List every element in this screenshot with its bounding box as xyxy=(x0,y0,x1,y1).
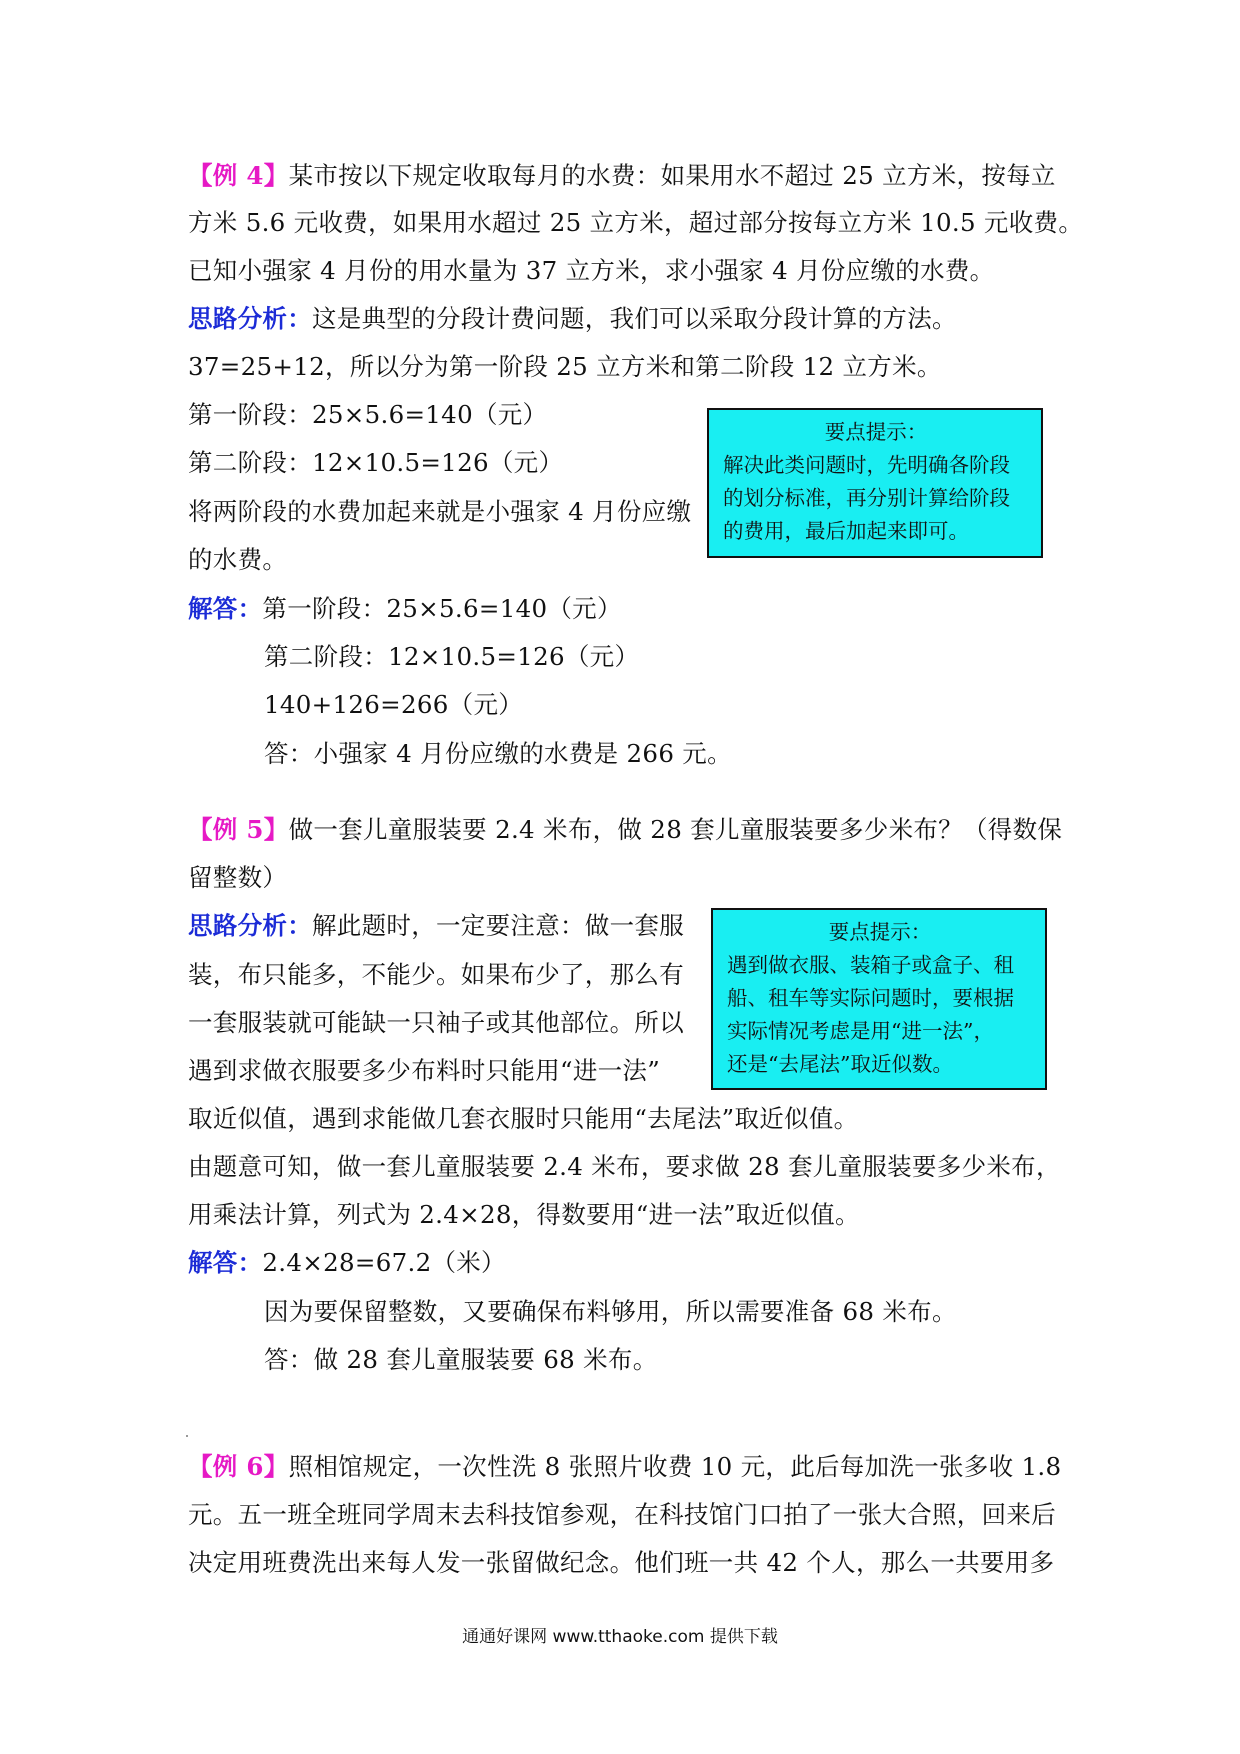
ex5-tip-line-1: 遇到做衣服、装箱子或盒子、租 xyxy=(727,953,1014,977)
ex5-analysis-line-4: 遇到求做衣服要多少布料时只能用“进一法” xyxy=(188,1056,661,1085)
ex4-analysis-line-3: 第一阶段：25×5.6=140（元） xyxy=(188,400,548,429)
ex5-answer-label: 解答： xyxy=(188,1248,263,1277)
ex6-line-1: 【例 6】照相馆规定，一次性洗 8 张照片收费 10 元，此后每加洗一张多收 1.8 xyxy=(188,1452,1062,1481)
ex4-answer-line-2: 第二阶段：12×10.5=126（元） xyxy=(264,642,640,671)
ex5-answer-line-2: 因为要保留整数，又要确保布料够用，所以需要准备 68 米布。 xyxy=(264,1297,957,1326)
ex4-analysis-line-2: 37=25+12，所以分为第一阶段 25 立方米和第二阶段 12 立方米。 xyxy=(188,352,942,381)
ex5-analysis-line-6: 由题意可知，做一套儿童服装要 2.4 米布，要求做 28 套儿童服装要多少米布， xyxy=(188,1152,1061,1181)
ex5-tip-line-3: 实际情况考虑是用“进一法”， xyxy=(727,1019,994,1043)
ex5-line-2: 留整数） xyxy=(188,863,288,892)
ex6-line-3: 决定用班费洗出来每人发一张留做纪念。他们班一共 42 个人，那么一共要用多 xyxy=(188,1548,1055,1577)
ex4-analysis-line-5: 将两阶段的水费加起来就是小强家 4 月份应缴 xyxy=(188,497,692,526)
stray-mark xyxy=(186,1435,188,1437)
ex5-analysis-line-2: 装，布只能多，不能少。如果布少了，那么有 xyxy=(188,960,684,989)
ex5-answer-line-3: 答：做 28 套儿童服装要 68 米布。 xyxy=(264,1345,658,1374)
ex4-tip-title: 要点提示： xyxy=(824,420,928,444)
ex4-answer-line-3: 140+126=266（元） xyxy=(264,690,524,719)
ex4-analysis-line-6: 的水费。 xyxy=(188,545,288,574)
ex4-tip-box xyxy=(707,408,1043,558)
ex4-line-2: 方米 5.6 元收费，如果用水超过 25 立方米，超过部分按每立方米 10.5 元收费。 xyxy=(188,208,1084,237)
ex4-answer-line-1: 解答：第一阶段：25×5.6=140（元） xyxy=(188,594,622,623)
ex6-line-2: 元。五一班全班同学周末去科技馆参观，在科技馆门口拍了一张大合照，回来后 xyxy=(188,1500,1056,1529)
ex5-answer-line-1: 解答：2.4×28=67.2（米） xyxy=(188,1248,506,1277)
ex5-tip-box xyxy=(711,908,1047,1090)
ex4-line-1: 【例 4】某市按以下规定收取每月的水费：如果用水不超过 25 立方米，按每立 xyxy=(188,161,1056,190)
ex5-tip-line-4: 还是“去尾法”取近似数。 xyxy=(727,1052,953,1076)
ex5-line-1: 【例 5】做一套儿童服装要 2.4 米布，做 28 套儿童服装要多少米布？（得数保 xyxy=(188,815,1063,844)
ex5-tip-title: 要点提示： xyxy=(828,920,932,944)
ex5-label: 【例 5】 xyxy=(188,815,289,844)
page-footer: 通通好课网 www.tthaoke.com 提供下载 xyxy=(462,1627,778,1647)
ex4-analysis-label: 思路分析： xyxy=(188,304,312,333)
ex4-tip-line-3: 的费用，最后加起来即可。 xyxy=(723,519,969,543)
ex4-answer-label: 解答： xyxy=(188,594,263,623)
ex4-tip-line-1: 解决此类问题时，先明确各阶段 xyxy=(723,453,1010,477)
ex5-analysis-line-1: 思路分析：解此题时，一定要注意：做一套服 xyxy=(188,911,684,940)
ex4-tip-line-2: 的划分标准，再分别计算给阶段 xyxy=(723,486,1010,510)
ex5-analysis-line-7: 用乘法计算，列式为 2.4×28，得数要用“进一法”取近似值。 xyxy=(188,1200,860,1229)
ex4-answer-line-4: 答：小强家 4 月份应缴的水费是 266 元。 xyxy=(264,739,732,768)
ex4-label: 【例 4】 xyxy=(188,161,289,190)
ex5-analysis-line-3: 一套服装就可能缺一只袖子或其他部位。所以 xyxy=(188,1008,684,1037)
ex5-analysis-line-5: 取近似值，遇到求能做几套衣服时只能用“去尾法”取近似值。 xyxy=(188,1104,859,1133)
ex5-analysis-label: 思路分析： xyxy=(188,911,312,940)
ex4-analysis-line-1: 思路分析：这是典型的分段计费问题，我们可以采取分段计算的方法。 xyxy=(188,304,957,333)
ex5-tip-line-2: 船、租车等实际问题时，要根据 xyxy=(727,986,1014,1010)
ex6-label: 【例 6】 xyxy=(188,1452,289,1481)
ex4-analysis-line-4: 第二阶段：12×10.5=126（元） xyxy=(188,448,564,477)
ex4-line-3: 已知小强家 4 月份的用水量为 37 立方米，求小强家 4 月份应缴的水费。 xyxy=(188,256,995,285)
